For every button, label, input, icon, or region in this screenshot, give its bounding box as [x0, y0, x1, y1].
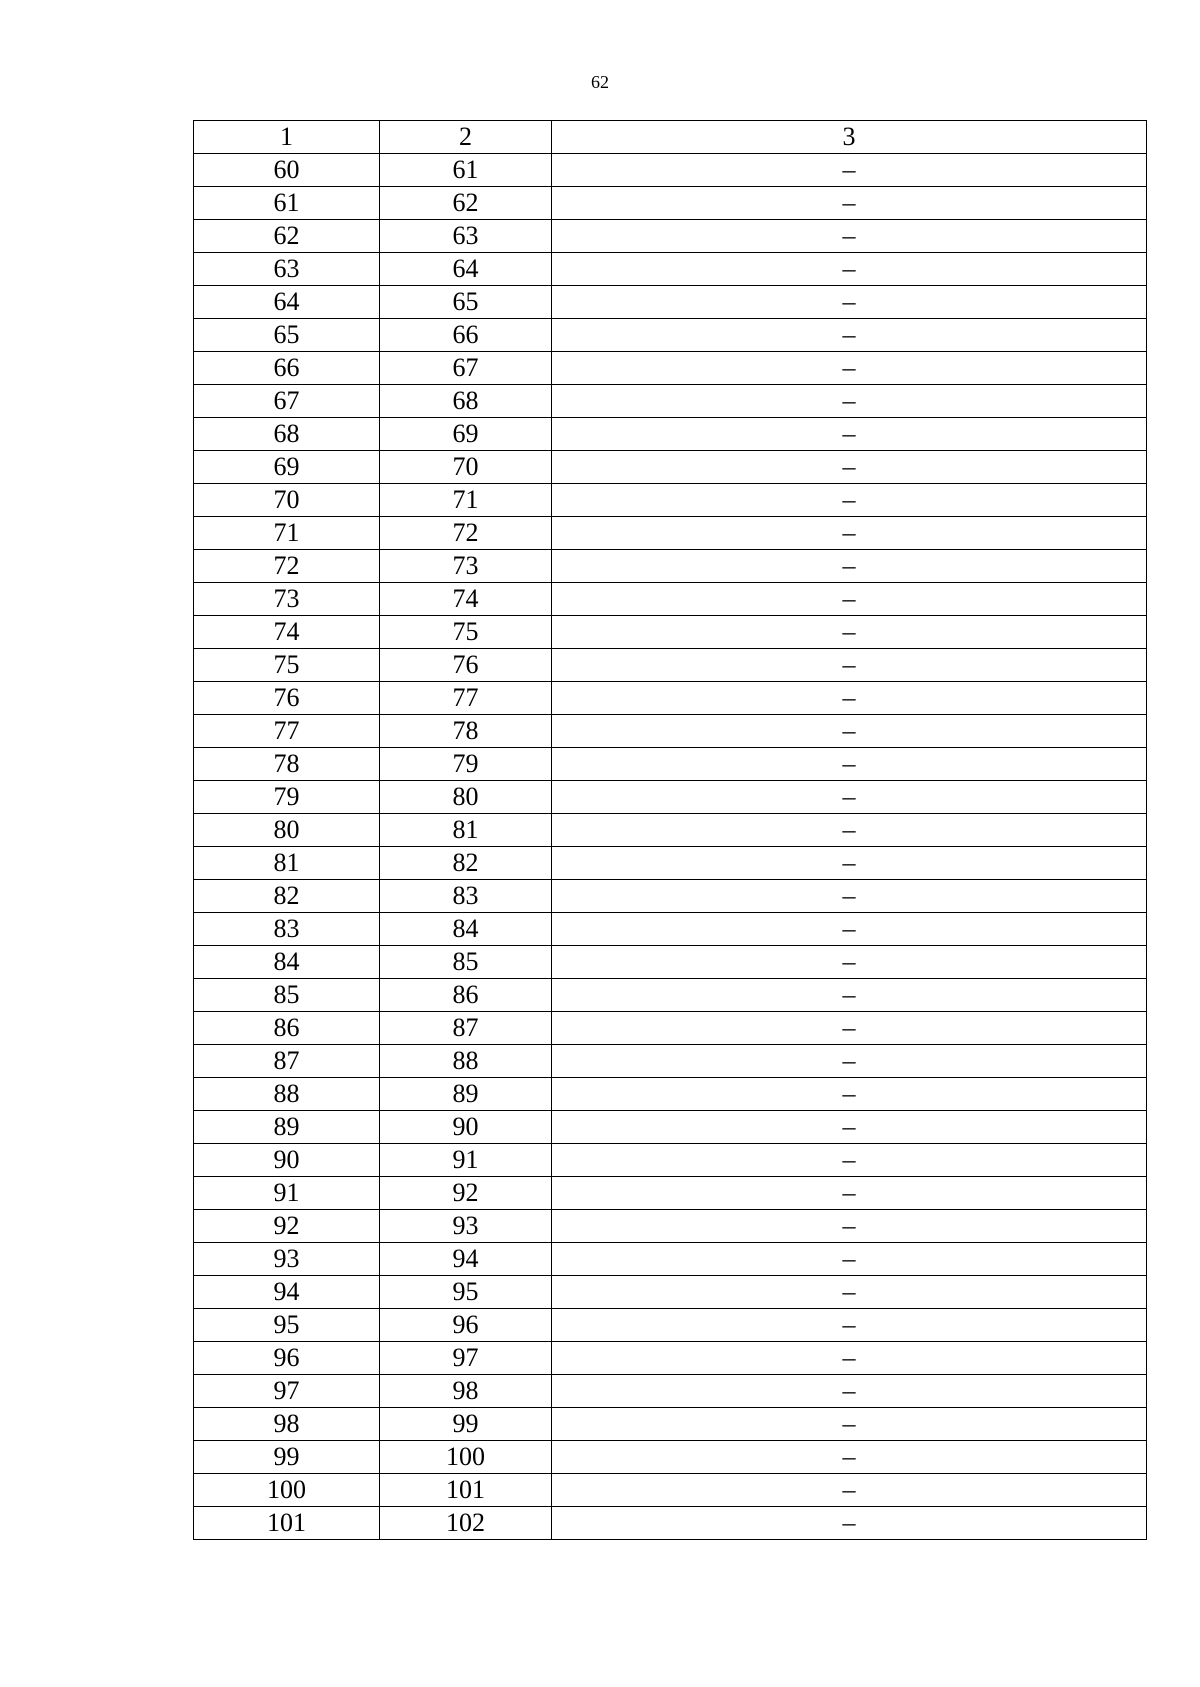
table-cell-col-2: 92 — [380, 1177, 552, 1210]
table-cell-col-1: 90 — [194, 1144, 380, 1177]
table-cell-col-3: – — [552, 781, 1147, 814]
table-cell-col-2: 78 — [380, 715, 552, 748]
table-cell-col-1: 94 — [194, 1276, 380, 1309]
table-cell-col-2: 80 — [380, 781, 552, 814]
table-cell-col-2: 69 — [380, 418, 552, 451]
table-cell-col-3: – — [552, 1144, 1147, 1177]
table-cell-col-2: 87 — [380, 1012, 552, 1045]
table-cell-col-1: 67 — [194, 385, 380, 418]
table-cell-col-2: 102 — [380, 1507, 552, 1540]
table-cell-col-2: 82 — [380, 847, 552, 880]
column-header-2: 2 — [380, 121, 552, 154]
table-cell-col-3: – — [552, 385, 1147, 418]
table-cell-col-3: – — [552, 1309, 1147, 1342]
table-cell-col-3: – — [552, 583, 1147, 616]
table-cell-col-2: 75 — [380, 616, 552, 649]
table-row — [194, 1078, 1147, 1111]
table-cell-col-1: 68 — [194, 418, 380, 451]
table-cell-col-3: – — [552, 352, 1147, 385]
table-cell-col-1: 79 — [194, 781, 380, 814]
table-cell-col-3: – — [552, 451, 1147, 484]
table-row — [194, 451, 1147, 484]
table-cell-col-1: 97 — [194, 1375, 380, 1408]
table-cell-col-2: 88 — [380, 1045, 552, 1078]
table-header — [194, 121, 1147, 154]
table-row — [194, 253, 1147, 286]
table-row — [194, 616, 1147, 649]
table-row — [194, 352, 1147, 385]
table-cell-col-1: 81 — [194, 847, 380, 880]
table-row — [194, 1177, 1147, 1210]
table-row — [194, 1276, 1147, 1309]
table-row — [194, 1012, 1147, 1045]
table-cell-col-2: 81 — [380, 814, 552, 847]
table-row — [194, 1210, 1147, 1243]
table-cell-col-3: – — [552, 418, 1147, 451]
table-row — [194, 1474, 1147, 1507]
table-row — [194, 880, 1147, 913]
table-cell-col-2: 93 — [380, 1210, 552, 1243]
table-cell-col-1: 61 — [194, 187, 380, 220]
table-cell-col-1: 72 — [194, 550, 380, 583]
table-row — [194, 220, 1147, 253]
table-cell-col-1: 77 — [194, 715, 380, 748]
table-cell-col-1: 64 — [194, 286, 380, 319]
table-cell-col-1: 78 — [194, 748, 380, 781]
table-cell-col-2: 68 — [380, 385, 552, 418]
table-cell-col-2: 96 — [380, 1309, 552, 1342]
table-cell-col-3: – — [552, 1078, 1147, 1111]
table-row — [194, 1408, 1147, 1441]
table-cell-col-2: 89 — [380, 1078, 552, 1111]
table-row — [194, 550, 1147, 583]
table-cell-col-3: – — [552, 1342, 1147, 1375]
table-cell-col-2: 74 — [380, 583, 552, 616]
table-cell-col-3: – — [552, 1045, 1147, 1078]
table-cell-col-1: 92 — [194, 1210, 380, 1243]
table-cell-col-1: 63 — [194, 253, 380, 286]
table-cell-col-3: – — [552, 649, 1147, 682]
table-row — [194, 154, 1147, 187]
table-cell-col-3: – — [552, 220, 1147, 253]
table-cell-col-2: 64 — [380, 253, 552, 286]
table-cell-col-3: – — [552, 1474, 1147, 1507]
table-cell-col-2: 99 — [380, 1408, 552, 1441]
table-cell-col-3: – — [552, 748, 1147, 781]
table-cell-col-1: 98 — [194, 1408, 380, 1441]
page-number: 62 — [591, 72, 609, 92]
table-cell-col-2: 94 — [380, 1243, 552, 1276]
table-cell-col-3: – — [552, 1507, 1147, 1540]
table-cell-col-3: – — [552, 1012, 1147, 1045]
table-row — [194, 1342, 1147, 1375]
table-cell-col-2: 71 — [380, 484, 552, 517]
table-cell-col-2: 98 — [380, 1375, 552, 1408]
table-cell-col-2: 97 — [380, 1342, 552, 1375]
table-cell-col-2: 72 — [380, 517, 552, 550]
column-header-3: 3 — [552, 121, 1147, 154]
table-cell-col-3: – — [552, 1276, 1147, 1309]
table-cell-col-3: – — [552, 880, 1147, 913]
table-cell-col-2: 100 — [380, 1441, 552, 1474]
table-row — [194, 1045, 1147, 1078]
table-row — [194, 649, 1147, 682]
table-cell-col-1: 66 — [194, 352, 380, 385]
table-cell-col-3: – — [552, 946, 1147, 979]
table-row — [194, 781, 1147, 814]
table-row — [194, 517, 1147, 550]
table-row — [194, 1441, 1147, 1474]
table-cell-col-1: 87 — [194, 1045, 380, 1078]
table-cell-col-1: 84 — [194, 946, 380, 979]
table-cell-col-3: – — [552, 319, 1147, 352]
table-cell-col-3: – — [552, 253, 1147, 286]
table-cell-col-1: 100 — [194, 1474, 380, 1507]
table-cell-col-3: – — [552, 979, 1147, 1012]
table-cell-col-2: 66 — [380, 319, 552, 352]
table-cell-col-3: – — [552, 550, 1147, 583]
table-cell-col-1: 86 — [194, 1012, 380, 1045]
table-cell-col-2: 76 — [380, 649, 552, 682]
table-row — [194, 1507, 1147, 1540]
table-cell-col-3: – — [552, 847, 1147, 880]
table-row — [194, 913, 1147, 946]
table-row — [194, 1309, 1147, 1342]
table-row — [194, 715, 1147, 748]
table-row — [194, 682, 1147, 715]
table-cell-col-3: – — [552, 913, 1147, 946]
table-cell-col-1: 71 — [194, 517, 380, 550]
table-cell-col-1: 62 — [194, 220, 380, 253]
table-cell-col-1: 82 — [194, 880, 380, 913]
table-row — [194, 484, 1147, 517]
table-cell-col-3: – — [552, 286, 1147, 319]
table-cell-col-1: 89 — [194, 1111, 380, 1144]
table-cell-col-3: – — [552, 517, 1147, 550]
table-row — [194, 946, 1147, 979]
table-cell-col-2: 62 — [380, 187, 552, 220]
table-body — [194, 154, 1147, 1540]
table-cell-col-2: 101 — [380, 1474, 552, 1507]
table-row — [194, 1243, 1147, 1276]
table-cell-col-2: 90 — [380, 1111, 552, 1144]
table-cell-col-3: – — [552, 715, 1147, 748]
table-row — [194, 979, 1147, 1012]
table-cell-col-2: 70 — [380, 451, 552, 484]
table-cell-col-1: 101 — [194, 1507, 380, 1540]
table-row — [194, 814, 1147, 847]
table-header-row — [194, 121, 1147, 154]
table-cell-col-3: – — [552, 1375, 1147, 1408]
table-cell-col-3: – — [552, 616, 1147, 649]
table-row — [194, 418, 1147, 451]
table-row — [194, 1375, 1147, 1408]
table-cell-col-1: 91 — [194, 1177, 380, 1210]
table-cell-col-1: 96 — [194, 1342, 380, 1375]
table-row — [194, 319, 1147, 352]
table-cell-col-1: 93 — [194, 1243, 380, 1276]
table-cell-col-1: 69 — [194, 451, 380, 484]
table-cell-col-3: – — [552, 1408, 1147, 1441]
table-cell-col-3: – — [552, 1243, 1147, 1276]
table-cell-col-2: 83 — [380, 880, 552, 913]
table-row — [194, 286, 1147, 319]
table-row — [194, 187, 1147, 220]
table-row — [194, 385, 1147, 418]
table-cell-col-3: – — [552, 1111, 1147, 1144]
column-header-1: 1 — [194, 121, 380, 154]
table-cell-col-1: 75 — [194, 649, 380, 682]
table-cell-col-2: 63 — [380, 220, 552, 253]
table-cell-col-1: 85 — [194, 979, 380, 1012]
data-table-container — [193, 120, 1146, 1540]
table-cell-col-2: 79 — [380, 748, 552, 781]
table-cell-col-3: – — [552, 187, 1147, 220]
table-cell-col-1: 74 — [194, 616, 380, 649]
table-cell-col-1: 83 — [194, 913, 380, 946]
table-cell-col-1: 80 — [194, 814, 380, 847]
table-cell-col-1: 95 — [194, 1309, 380, 1342]
table-cell-col-2: 84 — [380, 913, 552, 946]
table-row — [194, 1144, 1147, 1177]
table-row — [194, 583, 1147, 616]
table-row — [194, 748, 1147, 781]
table-cell-col-1: 65 — [194, 319, 380, 352]
table-cell-col-2: 86 — [380, 979, 552, 1012]
table-row — [194, 1111, 1147, 1144]
table-cell-col-2: 65 — [380, 286, 552, 319]
table-cell-col-2: 61 — [380, 154, 552, 187]
table-row — [194, 847, 1147, 880]
table-cell-col-3: – — [552, 1441, 1147, 1474]
table-cell-col-2: 73 — [380, 550, 552, 583]
table-cell-col-1: 60 — [194, 154, 380, 187]
table-cell-col-2: 67 — [380, 352, 552, 385]
table-cell-col-1: 88 — [194, 1078, 380, 1111]
table-cell-col-3: – — [552, 154, 1147, 187]
table-cell-col-3: – — [552, 1210, 1147, 1243]
table-cell-col-2: 85 — [380, 946, 552, 979]
table-cell-col-2: 91 — [380, 1144, 552, 1177]
table-cell-col-2: 77 — [380, 682, 552, 715]
table-cell-col-1: 73 — [194, 583, 380, 616]
table-cell-col-3: – — [552, 814, 1147, 847]
table-cell-col-2: 95 — [380, 1276, 552, 1309]
table-cell-col-1: 99 — [194, 1441, 380, 1474]
table-cell-col-1: 76 — [194, 682, 380, 715]
table-cell-col-3: – — [552, 682, 1147, 715]
data-table — [193, 120, 1147, 1540]
table-cell-col-1: 70 — [194, 484, 380, 517]
table-cell-col-3: – — [552, 1177, 1147, 1210]
table-cell-col-3: – — [552, 484, 1147, 517]
